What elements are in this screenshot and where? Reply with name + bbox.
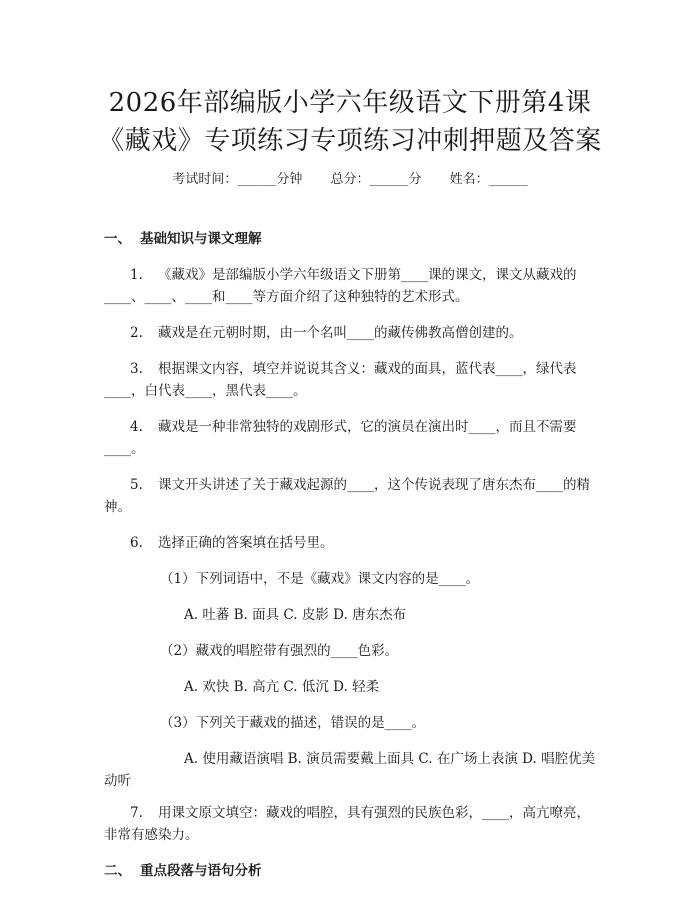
question-6 — [104, 532, 596, 554]
question-6-3-options: A. 使用藏语演唱 B. 演员需要戴上面具 C. 在广场上表演 D. 唱腔优美动听 — [104, 751, 596, 789]
question-3-text: 根据课文内容，填空并说说其含义：藏戏的面具，蓝代表____，绿代表____，白代表____，黑代表____。 — [104, 361, 577, 399]
question-3-number: 3. — [130, 361, 143, 377]
student-name: 姓名：______ — [449, 172, 528, 187]
question-1-number: 1. — [130, 267, 143, 283]
section-2-number: 二、 — [104, 863, 131, 879]
question-2-text: 藏戏是在元朝时期，由一个名叫____的藏传佛教高僧创建的。 — [158, 325, 523, 341]
question-5-number: 5. — [130, 477, 143, 493]
question-6-2-options: A. 欢快 B. 高亢 C. 低沉 D. 轻柔 — [184, 679, 380, 695]
section-1-heading — [104, 228, 596, 250]
document-title — [0, 84, 700, 160]
question-1 — [104, 264, 596, 308]
question-7-text: 用课文原文填空：藏戏的唱腔，具有强烈的民族色彩，____，高亢嘹亮，非常有感染力。 — [104, 805, 590, 843]
question-2-number: 2. — [130, 325, 143, 341]
section-2-heading — [104, 860, 596, 882]
question-1-text: 《藏戏》是部编版小学六年级语文下册第____课的课文，课文从藏戏的____、____、____和____等方面介绍了这种独特的艺术形式。 — [104, 267, 577, 305]
document-content — [104, 228, 596, 896]
section-1-number: 一、 — [104, 231, 131, 247]
question-6-text: 选择正确的答案填在括号里。 — [158, 535, 334, 551]
question-6-3: （3）下列关于藏戏的描述，错误的是____。 — [160, 715, 426, 731]
question-4-number: 4. — [130, 419, 143, 435]
question-7 — [104, 802, 596, 846]
question-6-1-options: A. 吐蕃 B. 面具 C. 皮影 D. 唐东杰布 — [184, 607, 407, 623]
question-4 — [104, 416, 596, 460]
question-6-number: 6. — [130, 535, 143, 551]
exam-time: 考试时间：______分钟 — [172, 172, 303, 187]
section-1-title: 基础知识与课文理解 — [140, 231, 262, 247]
question-5-text: 课文开头讲述了关于藏戏起源的____，这个传说表现了唐东杰布____的精神。 — [104, 477, 590, 515]
exam-score: 总分：______分 — [330, 172, 422, 187]
question-3 — [104, 358, 596, 402]
question-6-1: （1）下列词语中，不是《藏戏》课文内容的是____。 — [160, 571, 480, 587]
section-2-title: 重点段落与语句分析 — [140, 863, 262, 879]
exam-meta — [0, 168, 700, 187]
question-2 — [104, 322, 596, 344]
question-5 — [104, 474, 596, 518]
question-4-text: 藏戏是一种非常独特的戏剧形式，它的演员在演出时____，而且不需要____。 — [104, 419, 577, 457]
question-6-2: （2）藏戏的唱腔带有强烈的____色彩。 — [160, 643, 399, 659]
title-line-1: 2026年部编版小学六年级语文下册第4课 — [108, 88, 592, 118]
question-7-number: 7. — [130, 805, 143, 821]
title-line-2: 《藏戏》专项练习专项练习冲刺押题及答案 — [98, 126, 602, 156]
